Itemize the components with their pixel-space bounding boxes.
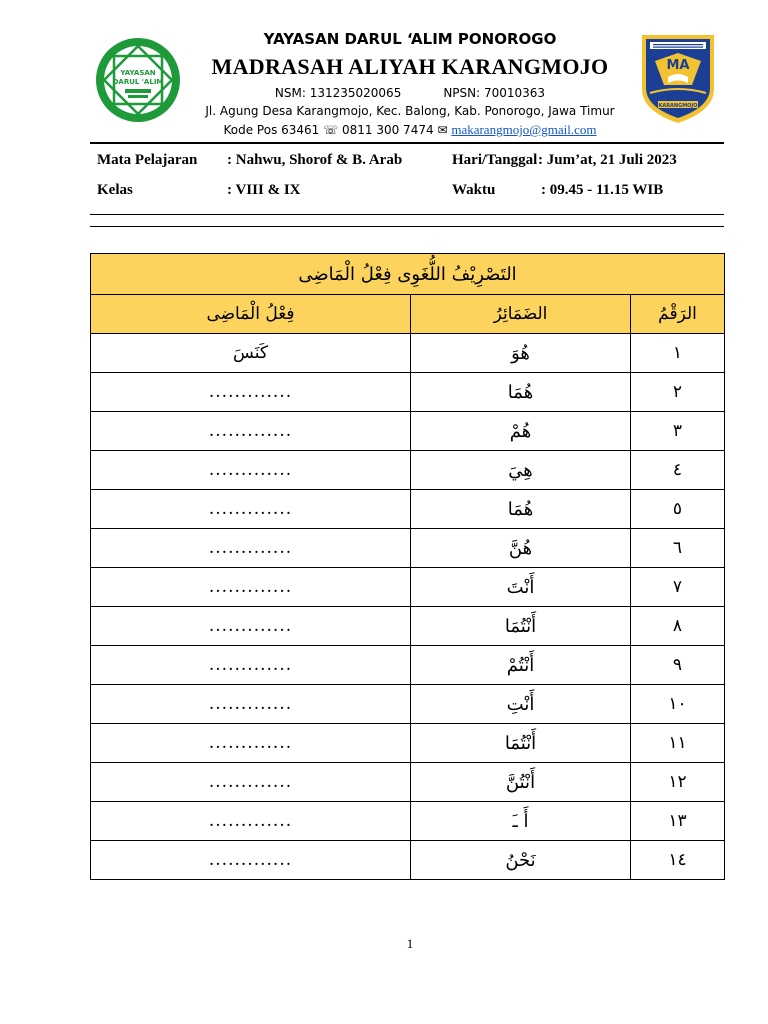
header-pronoun: الضَمَائِرُ: [411, 295, 631, 334]
pronoun-cell: أَ ـَ: [411, 802, 631, 841]
verb-cell[interactable]: .............: [91, 412, 411, 451]
verb-cell[interactable]: .............: [91, 763, 411, 802]
header-number: الرَقْمُ: [631, 295, 725, 334]
pronoun-cell: أَنْتُنَّ: [411, 763, 631, 802]
table-row: [91, 412, 725, 451]
table-title: التَصْرِيْفُ اللُّغَوِى فِعْلُ الْمَاضِى: [91, 254, 725, 295]
pronoun-cell: أَنْتُمَا: [411, 724, 631, 763]
number-cell: ٥: [631, 490, 725, 529]
number-cell: ٣: [631, 412, 725, 451]
date-value: : Jum’at, 21 Juli 2023: [538, 152, 677, 168]
logo-left-line1: YAYASAN: [120, 69, 156, 77]
pronoun-cell: هُوَ: [411, 334, 631, 373]
pronoun-cell: أَنْتُمَا: [411, 607, 631, 646]
page-number: 1: [406, 936, 414, 951]
email-link[interactable]: makarangmojo@gmail.com: [451, 122, 597, 137]
npsn-number: NPSN: 70010363: [443, 86, 546, 100]
pronoun-cell: هُمَا: [411, 373, 631, 412]
table-row: [91, 685, 725, 724]
verb-cell[interactable]: كَنَسَ: [91, 334, 411, 373]
number-cell: ١١: [631, 724, 725, 763]
pronoun-cell: أَنْتِ: [411, 685, 631, 724]
verb-cell[interactable]: .............: [91, 724, 411, 763]
info-divider-2: [90, 226, 724, 227]
pronoun-cell: نَحْنُ: [411, 841, 631, 880]
number-cell: ١٣: [631, 802, 725, 841]
pronoun-cell: أَنْتَ: [411, 568, 631, 607]
foundation-name: YAYASAN DARUL ‘ALIM PONOROGO: [263, 30, 557, 48]
yayasan-logo: [95, 37, 181, 123]
table-row: [91, 802, 725, 841]
logo-right-caption: KARANGMOJO: [658, 103, 698, 109]
number-cell: ١: [631, 334, 725, 373]
tasrif-table: [90, 253, 725, 880]
info-divider-1: [90, 214, 724, 215]
number-cell: ٦: [631, 529, 725, 568]
table-row: [91, 334, 725, 373]
nsm-number: NSM: 131235020065: [274, 86, 402, 100]
school-name: MADRASAH ALIYAH KARANGMOJO: [211, 54, 609, 79]
table-row: [91, 646, 725, 685]
number-cell: ١٢: [631, 763, 725, 802]
verb-cell[interactable]: .............: [91, 646, 411, 685]
pronoun-cell: هُمَا: [411, 490, 631, 529]
number-cell: ١٠: [631, 685, 725, 724]
number-cell: ٢: [631, 373, 725, 412]
pronoun-cell: هِيَ: [411, 451, 631, 490]
table-row: [91, 763, 725, 802]
phone-number: 0811 300 7474: [341, 123, 434, 137]
table-row: [91, 451, 725, 490]
phone-icon: ☏: [323, 123, 339, 137]
mail-icon: ✉: [437, 123, 448, 137]
date-label: Hari/Tanggal: [452, 152, 538, 168]
verb-cell[interactable]: .............: [91, 373, 411, 412]
logo-left-line2: DARUL 'ALIM: [112, 78, 164, 86]
table-title-row: [91, 254, 725, 295]
verb-cell[interactable]: .............: [91, 490, 411, 529]
pronoun-cell: هُمْ: [411, 412, 631, 451]
verb-cell[interactable]: .............: [91, 568, 411, 607]
subject-label: Mata Pelajaran: [97, 152, 198, 168]
table-row: [91, 373, 725, 412]
madrasah-logo: [638, 31, 718, 125]
contact-line: [190, 122, 630, 138]
postal-code: Kode Pos 63461: [223, 123, 320, 137]
time-label: Waktu: [452, 182, 496, 198]
verb-cell[interactable]: .............: [91, 451, 411, 490]
table-row: [91, 724, 725, 763]
table-row: [91, 841, 725, 880]
number-cell: ٧: [631, 568, 725, 607]
verb-cell[interactable]: .............: [91, 529, 411, 568]
pronoun-cell: هُنَّ: [411, 529, 631, 568]
table-row: [91, 607, 725, 646]
verb-cell[interactable]: .............: [91, 841, 411, 880]
number-cell: ٤: [631, 451, 725, 490]
registration-numbers: [190, 86, 630, 100]
class-label: Kelas: [97, 182, 133, 198]
table-row: [91, 490, 725, 529]
header-verb: فِعْلُ الْمَاضِى: [91, 295, 411, 334]
verb-cell[interactable]: .............: [91, 607, 411, 646]
pronoun-cell: أَنْتُمْ: [411, 646, 631, 685]
class-value: : VIII & IX: [227, 182, 301, 198]
table-header-row: [91, 295, 725, 334]
number-cell: ٨: [631, 607, 725, 646]
table-row: [91, 529, 725, 568]
table-row: [91, 568, 725, 607]
time-value: : 09.45 - 11.15 WIB: [541, 182, 664, 198]
logo-right-ma: MA: [666, 58, 690, 73]
verb-cell[interactable]: .............: [91, 685, 411, 724]
verb-cell[interactable]: .............: [91, 802, 411, 841]
subject-value: : Nahwu, Shorof & B. Arab: [227, 152, 403, 168]
school-address: Jl. Agung Desa Karangmojo, Kec. Balong, Kab. Ponorogo, Jawa Timur: [205, 104, 615, 118]
number-cell: ٩: [631, 646, 725, 685]
header-divider: [90, 142, 724, 144]
number-cell: ١٤: [631, 841, 725, 880]
